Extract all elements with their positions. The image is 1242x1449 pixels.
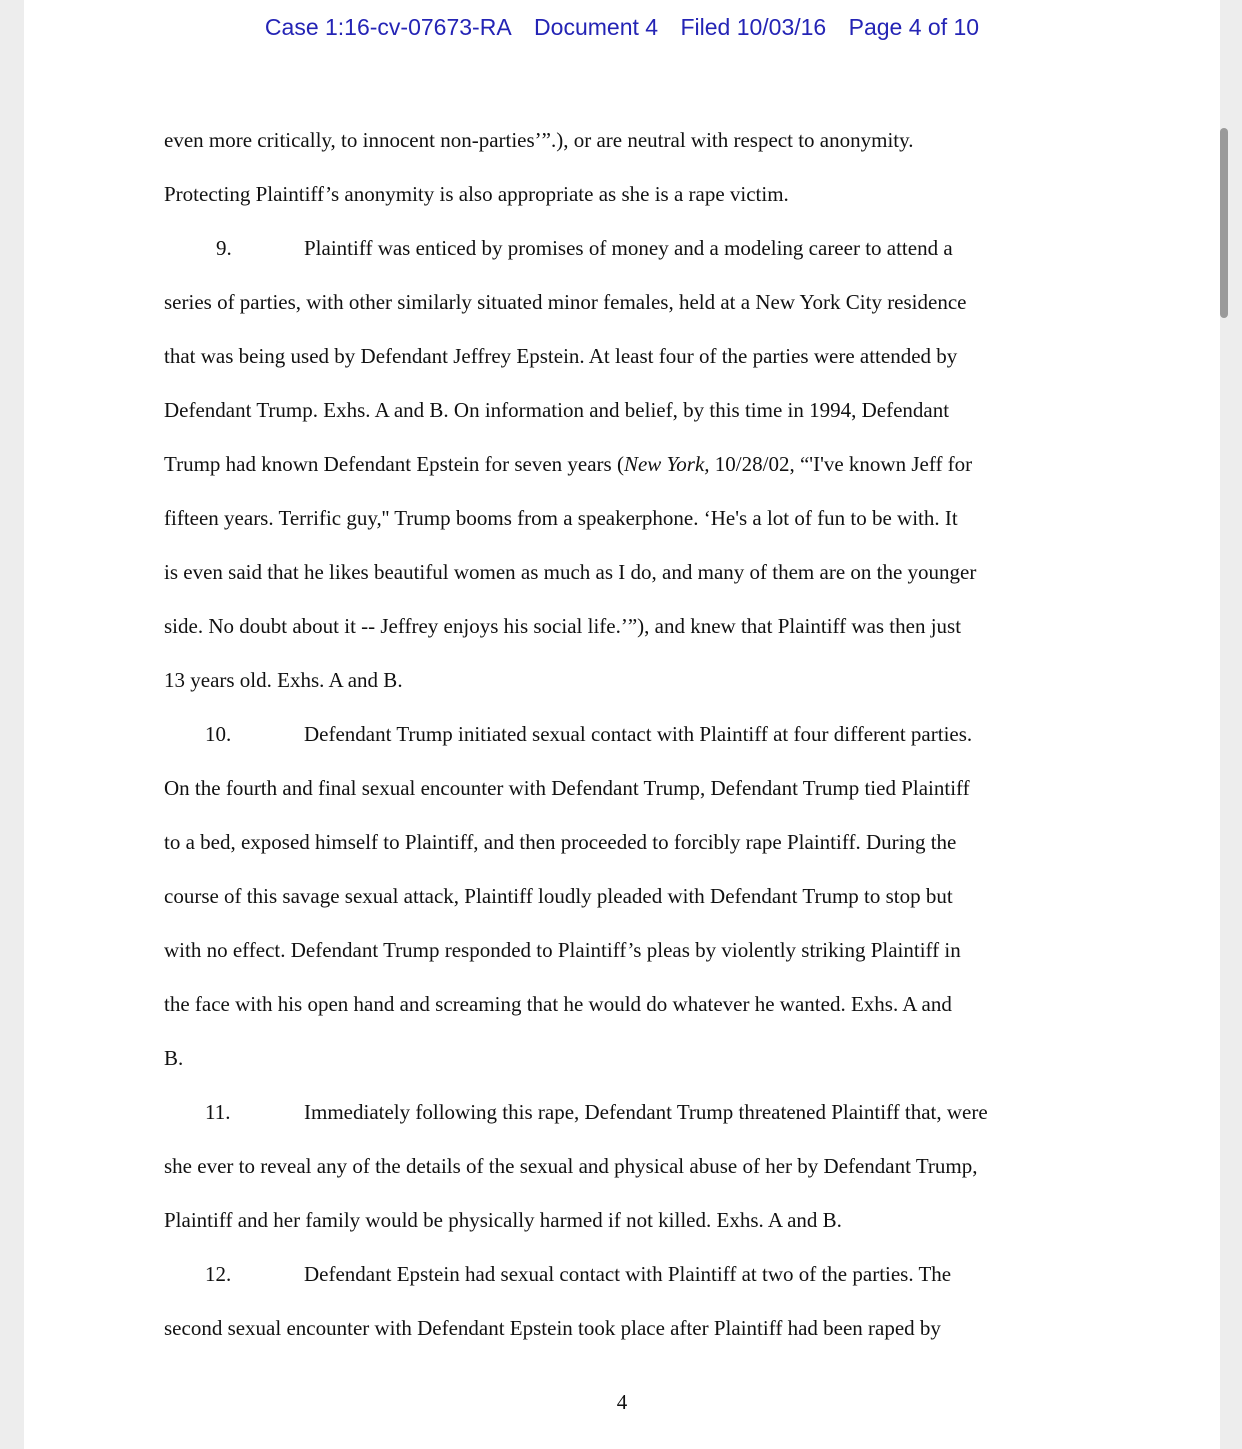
text-line: side. No doubt about it -- Jeffrey enjoys his social life.’”), and knew that Plaintiff was then just [164, 614, 962, 638]
citation-italic: New York, [623, 452, 710, 476]
text-line: the face with his open hand and screaming that he would do whatever he wanted. Exhs. A and [164, 992, 952, 1016]
text-line: Protecting Plaintiff’s anonymity is also appropriate as she is a rape victim. [164, 182, 789, 206]
text-line: Plaintiff and her family would be physically harmed if not killed. Exhs. A and B. [164, 1208, 842, 1232]
citation-after: 10/28/02, “'I've known Jeff for [709, 452, 973, 476]
text-line: course of this savage sexual attack, Plaintiff loudly pleaded with Defendant Trump to stop but [164, 884, 953, 908]
text-line: Defendant Epstein had sexual contact with Plaintiff at two of the parties. The [304, 1262, 952, 1286]
text-line: second sexual encounter with Defendant Epstein took place after Plaintiff had been raped by [164, 1316, 941, 1340]
document-number: Document 4 [534, 14, 659, 40]
text-line: with no effect. Defendant Trump responded to Plaintiff’s pleas by violently striking Plaintiff in [164, 938, 961, 962]
paragraph-number: 12. [205, 1262, 232, 1286]
filed-date: Filed 10/03/16 [680, 14, 827, 40]
text-line: is even said that he likes beautiful women as much as I do, and many of them are on the younger [164, 560, 977, 584]
text-line-citation [164, 437, 972, 491]
paragraph-number: 11. [205, 1100, 231, 1124]
text-line: that was being used by Defendant Jeffrey Epstein. At least four of the parties were attended by [164, 344, 958, 368]
text-line: even more critically, to innocent non-parties’”.), or are neutral with respect to anonymity. [164, 128, 914, 152]
text-line: Immediately following this rape, Defendant Trump threatened Plaintiff that, were [304, 1100, 988, 1124]
text-line: B. [164, 1046, 184, 1070]
document-page [24, 0, 1220, 1449]
page-indicator: Page 4 of 10 [848, 14, 980, 40]
text-line: Defendant Trump initiated sexual contact with Plaintiff at four different parties. [304, 722, 973, 746]
case-header [24, 12, 1220, 42]
text-line: On the fourth and final sexual encounter with Defendant Trump, Defendant Trump tied Plaintiff [164, 776, 970, 800]
text-line: to a bed, exposed himself to Plaintiff, and then proceeded to forcibly rape Plaintiff. During the [164, 830, 957, 854]
paragraph-number: 9. [216, 236, 232, 260]
case-number: Case 1:16-cv-07673-RA [264, 14, 512, 40]
text-line: 13 years old. Exhs. A and B. [164, 668, 403, 692]
text-line: Plaintiff was enticed by promises of money and a modeling career to attend a [304, 236, 953, 260]
text-line: series of parties, with other similarly situated minor females, held at a New York City residence [164, 290, 967, 314]
page-number: 4 [616, 1390, 628, 1414]
vertical-scrollbar[interactable] [1220, 128, 1228, 318]
text-line: Defendant Trump. Exhs. A and B. On information and belief, by this time in 1994, Defendant [164, 398, 950, 422]
text-line: fifteen years. Terrific guy,'' Trump booms from a speakerphone. ‘He's a lot of fun to be with. It [164, 506, 958, 530]
paragraph-number: 10. [205, 722, 232, 746]
text-line: she ever to reveal any of the details of the sexual and physical abuse of her by Defendant Trump, [164, 1154, 978, 1178]
citation-before: Trump had known Defendant Epstein for seven years ( [164, 452, 624, 476]
